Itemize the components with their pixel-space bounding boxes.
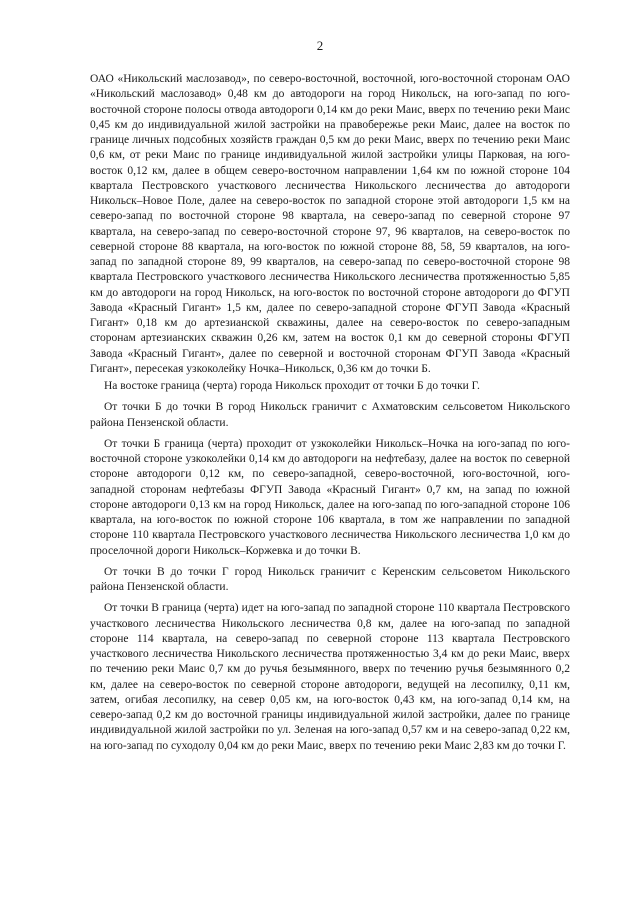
document-body [90,72,570,756]
page-number: 2 [316,38,324,53]
paragraph: На востоке граница (черта) города Никольск проходит от точки Б до точки Г. [104,380,480,392]
paragraph: От точки Б до точки В город Никольск граничит с Ахматовским сельсоветом Никольского района Пензенской области. [90,401,570,429]
paragraph: ОАО «Никольский маслозавод», по северо-восточной, восточной, юго-восточной сторонам ОАО «Никольский маслозавод» 0,48 км до автодороги на город Никольск, на юго-запад по юго-восточной стороне полосы отвода автодороги 0,14 км до реки Маис, вверх по течению реки Маис 0,45 км до индивидуальной жилой застройки на правобережье реки Маис, далее на восток по границе личных подсобных хозяйств граждан 0,5 км до реки Маис, вверх по течению реки Маис 0,6 км, от реки Маис по границе индивидуальной жилой застройки улицы Парковая, на юго-восток 0,12 км, далее в общем северо-восточном направлении 1,64 км по южной стороне 104 квартала Пестровского участкового лесничества Никольского лесничества до автодороги Никольск–Новое Поле, далее на северо-восток по западной стороне этой автодороги 1,5 км на северо-запад по восточной стороне 98 квартала, на северо-запад по северной стороне 97 квартала, на северо-запад по северо-восточной стороне 97, 96 кварталов, на северо-восток по северной стороне 88 квартала, на юго-восток по южной стороне 88, 58, 59 кварталов, на юго-запад по западной стороне 89, 99 кварталов, на северо-запад по северо-восточной стороне 98 квартала Пестровского участкового лесничества Никольского лесничества протяженностью 5,85 км до автодороги на город Никольск, на юго-восток по восточной стороне автодороги до ФГУП Завода «Красный Гигант» 1,5 км, далее по северо-западной стороне ФГУП Завода «Красный Гигант» 0,18 км до артезианской скважины, далее на северо-восток по северо-западным сторонам артезианских скважин 0,26 км, затем на восток 0,1 км до северной стороны ФГУП Завода «Красный Гигант», далее по северной и восточной сторонам ФГУП Завода «Красный Гигант», пересекая узкоколейку Ночка–Никольск, 0,36 км до точки Б. [90,73,570,375]
paragraph: От точки В до точки Г город Никольск граничит с Керенским сельсоветом Никольского района Пензенской области. [90,565,570,593]
paragraph: От точки Б граница (черта) проходит от узкоколейки Никольск–Ночка на юго-запад по юго-восточной стороне узкоколейки 0,14 км до автодороги на нефтебазу, далее на восток по северной стороне автодороги 0,12 км, по северо-западной, северо-восточной, юго-восточной, юго-западной сторонам нефтебазы ФГУП Завода «Красный Гигант» 0,7 км, на запад по южной стороне автодороги 0,13 км на город Никольск, далее на юго-запад по юго-западной стороне 106 квартала, на юго-восток по южной стороне 106 квартала, в том же направлении по западной стороне 110 квартала Пестровского участкового лесничества Никольского лесничества 1,0 км до проселочной дороги Никольск–Коржевка и до точки В. [90,437,570,557]
paragraph: От точки В граница (черта) идет на юго-запад по западной стороне 110 квартала Пестровского участкового лесничества Никольского лесничества 0,8 км, далее на юго-запад по западной стороне 114 квартала, на северо-запад по северной стороне 113 квартала Пестровского участкового лесничества Никольского лесничества протяженностью 3,4 км до реки Маис, вверх по течению реки Маис 0,7 км до ручья безымянного, вверх по течению ручья безымянного 0,2 км, далее на северо-восток по северной стороне автодороги, ведущей на лесопилку, 0,11 км, затем, огибая лесопилку, на север 0,05 км, на юго-восток 0,43 км, на юго-запад 0,14 км, на северо-запад 0,2 км до восточной границы индивидуальной жилой застройки, далее по границе индивидуальной жилой застройки по ул. Зеленая на юго-запад 0,57 км и на северо-запад 0,22 км, на юго-запад по суходолу 0,04 км до реки Маис, вверх по течению реки Маис 2,83 км до точки Г. [90,602,570,752]
